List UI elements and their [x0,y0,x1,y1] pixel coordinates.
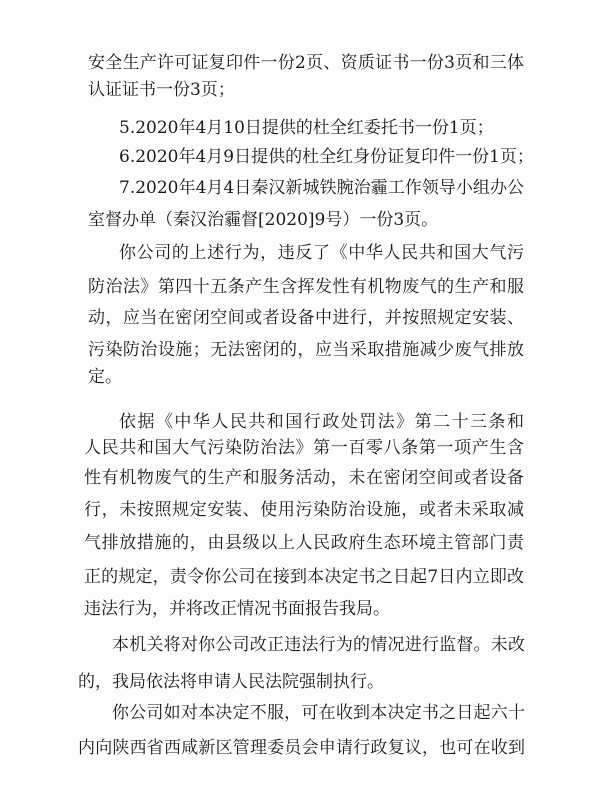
basis-line-6: 正的规定，责令你公司在接到本决定书之日起7日内立即改 [84,567,524,587]
basis-line-1: 依据《中华人民共和国行政处罚法》第二十三条和 [119,412,524,432]
appeal-line-2: 内向陕西省西咸新区管理委员会申请行政复议，也可在收到 [78,738,525,758]
violation-line-4: 污染防治设施；无法密闭的，应当采取措施减少废气排放 [88,340,524,360]
supervision-line-1: 本机关将对你公司改正违法行为的情况进行监督。未改 [112,635,525,655]
violation-line-5: 定。 [88,367,122,387]
item5: 5.2020年4月10日提供的杜全红委托书一份1页； [119,118,494,138]
item7-line-1: 7.2020年4月4日秦汉新城铁腕治霾工作领导小组办公 [119,178,524,198]
basis-line-3: 性有机物废气的生产和服务活动，未在密闭空间或者设备 [84,468,524,488]
basis-line-2: 人民共和国大气污染防治法》第一百零八条第一项产生含 [84,438,524,458]
item7-line-2: 室督办单（秦汉治霾督[2020]9号）一份3页。 [88,210,439,230]
basis-line-5: 气排放措施的，由县级以上人民政府生态环境主管部门责 [84,533,524,553]
basis-line-7: 违法行为，并将改正情况书面报告我局。 [84,599,390,619]
basis-line-4: 行，未按照规定安装、使用污染防治设施，或者未采取减 [84,500,524,520]
violation-line-3: 动，应当在密闭空间或者设备中进行，并按照规定安装、 [88,308,524,328]
supervision-line-2: 的，我局依法将申请人民法院强制执行。 [78,672,384,692]
item4-line-1: 安全生产许可证复印件一份2页、资质证书一份3页和三体 [88,53,524,73]
violation-line-1: 你公司的上述行为，违反了《中华人民共和国大气污 [119,243,524,263]
item4-line-2: 认证证书一份3页； [88,80,235,100]
item6: 6.2020年4月9日提供的杜全红身份证复印件一份1页； [119,147,534,167]
appeal-line-1: 你公司如对本决定不服，可在收到本决定书之日起六十 [112,703,525,723]
violation-line-2: 防治法》第四十五条产生含挥发性有机物废气的生产和服 [88,277,524,297]
